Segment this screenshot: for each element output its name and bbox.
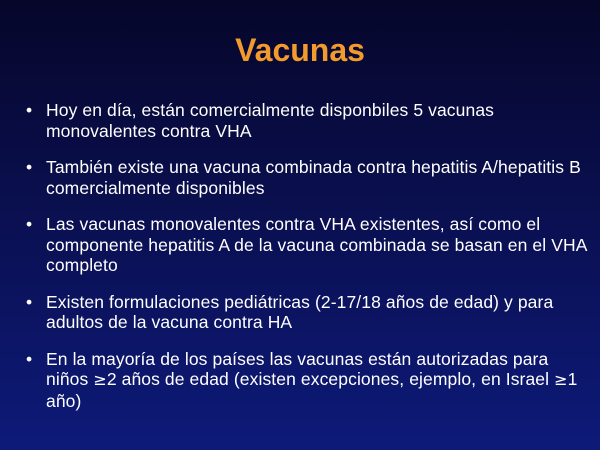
bullet-text-part2: 2 años de edad (existen excepciones, ejemplo, en Israel [106, 369, 555, 389]
bullet-icon: • [26, 100, 33, 120]
bullet-text: Las vacunas monovalentes contra VHA existentes, así como el componente hepatitis A de la vacuna combinada se basan en el VHA completo [46, 214, 587, 275]
bullet-icon: • [26, 348, 33, 369]
bullet-item [26, 100, 591, 141]
bullet-icon: • [26, 214, 33, 234]
greater-equal-symbol: ≥ [554, 370, 568, 389]
bullet-item [26, 292, 591, 333]
bullet-list [26, 100, 591, 427]
bullet-text: Existen formulaciones pediátricas (2-17/18 años de edad) y para adultos de la vacuna contra HA [46, 291, 554, 332]
bullet-item [26, 349, 591, 412]
bullet-text-part1: En la mayoría de los países las vacunas están autorizadas para niños [46, 348, 549, 389]
slide-title: Vacunas [235, 32, 365, 68]
bullet-item [26, 157, 591, 198]
bullet-item [26, 214, 591, 276]
bullet-text: También existe una vacuna combinada contra hepatitis A/hepatitis B comercialmente disponibles [46, 157, 581, 198]
bullet-icon: • [26, 291, 33, 312]
bullet-text-part3: 1 año) [46, 369, 578, 411]
bullet-icon: • [26, 157, 33, 177]
greater-equal-symbol: ≥ [93, 370, 107, 389]
bullet-text: Hoy en día, están comercialmente disponbiles 5 vacunas monovalentes contra VHA [46, 100, 495, 141]
